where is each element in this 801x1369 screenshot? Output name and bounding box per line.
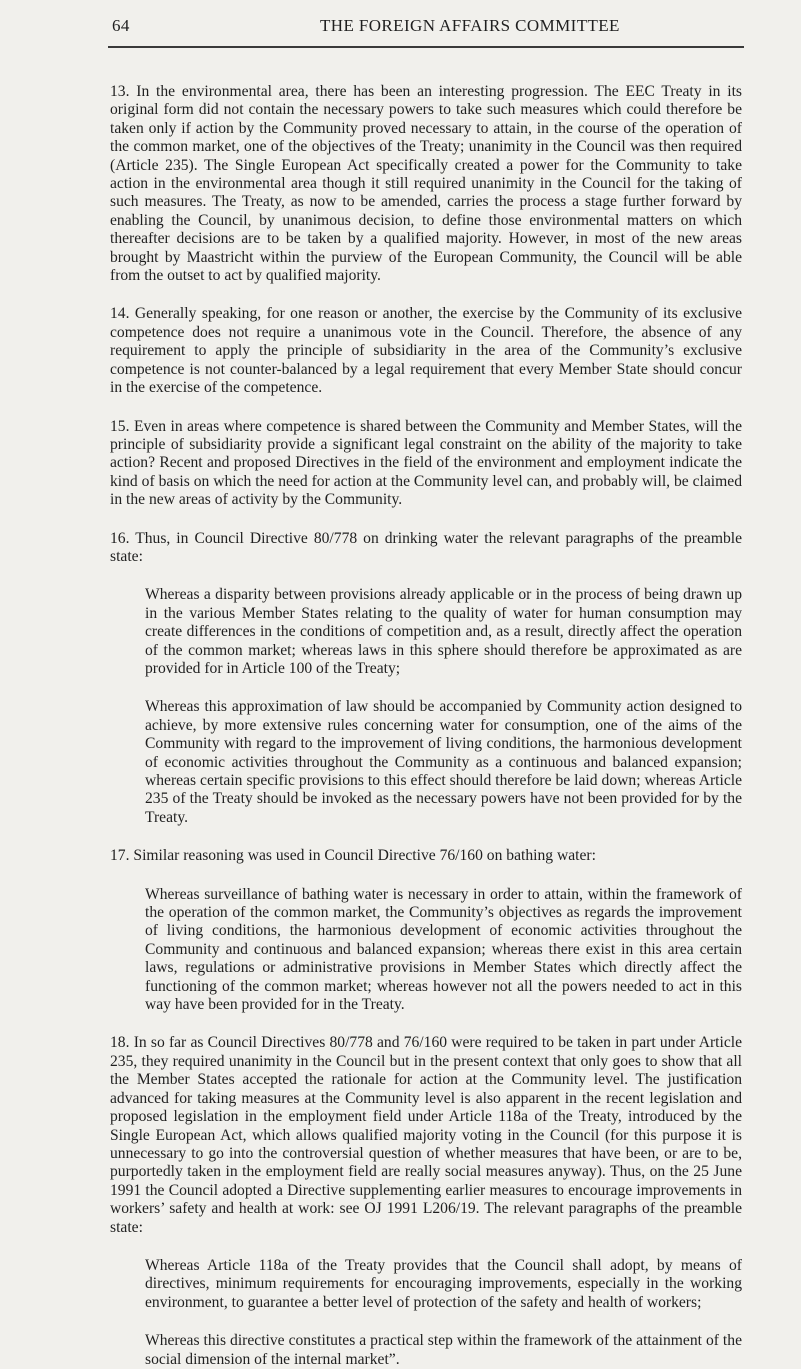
quoted-preamble-4: Whereas Article 118a of the Treaty provides that the Council shall adopt, by means of directives, minimum requirements for encouraging improvements, especially in the working environment, to guarantee a better level of protection of the safety and health of workers; xyxy=(145,1256,742,1311)
quoted-preamble-1: Whereas a disparity between provisions already applicable or in the process of being drawn up in the various Member States relating to the quality of water for human consumption may create differences in the conditions of competition and, as a result, directly affect the operation of the common market; whereas laws in this sphere should therefore be approximated as are provided for in Article 100 of the Treaty; xyxy=(145,586,742,677)
running-title: THE FOREIGN AFFAIRS COMMITTEE xyxy=(320,16,620,35)
document-body xyxy=(110,83,742,1369)
quoted-preamble-2: Whereas this approximation of law should be accompanied by Community action designed to achieve, by more extensive rules concerning water for consumption, one of the aims of the Community with regard to the improvement of living conditions, the harmonious development of economic activities throughout the Community as a continuous and balanced expansion; whereas certain specific provisions to this effect should therefore be laid down; whereas Article 235 of the Treaty should be invoked as the necessary powers have not been provided for by the Treaty. xyxy=(145,698,742,826)
page-number: 64 xyxy=(112,16,130,35)
paragraph-15: 15. Even in areas where competence is shared between the Community and Member States, will the principle of subsidiarity provide a significant legal constraint on the ability of the majority to take action? Recent and proposed Directives in the field of the environment and employment indicate the kind of basis on which the need for action at the Community level can, and probably will, be claimed in the new areas of activity by the Community. xyxy=(110,417,742,509)
paragraph-16: 16. Thus, in Council Directive 80/778 on drinking water the relevant paragraphs of the preamble state: xyxy=(110,529,742,565)
paragraph-14: 14. Generally speaking, for one reason or another, the exercise by the Community of its exclusive competence does not require a unanimous vote in the Council. Therefore, the absence of any requirement to apply the principle of subsidiarity in the area of the Community’s exclusive competence is not counter-balanced by a legal requirement that every Member State should concur in the exercise of the competence. xyxy=(110,305,742,397)
paragraph-17: 17. Similar reasoning was used in Council Directive 76/160 on bathing water: xyxy=(110,847,596,865)
header-rule xyxy=(108,46,744,48)
quoted-preamble-3: Whereas surveillance of bathing water is necessary in order to attain, within the framework of the operation of the common market, the Community’s objectives as regards the improvement of living conditions, the harmonious development of economic activities throughout the Community and continuous and balanced expansion; whereas there exist in this area certain laws, regulations or administrative provisions in Member States which directly affect the functioning of the common market; whereas however not all the powers needed to act in this way have been provided for in the Treaty. xyxy=(145,885,742,1014)
paragraph-18: 18. In so far as Council Directives 80/778 and 76/160 were required to be taken in part under Article 235, they required unanimity in the Council but in the present context that only goes to show that all the Member States accepted the rationale for action at the Community level. The justification advanced for taking measures at the Community level is also apparent in the recent legislation and proposed legislation in the employment field under Article 118a of the Treaty, introduced by the Single European Act, which allows qualified majority voting in the Council (for this purpose it is unnecessary to go into the controversial question of whether measures that have been, or are to be, purportedly taken in the employment field are really social measures anyway). Thus, on the 25 June 1991 the Council adopted a Directive supplementing earlier measures to encourage improvements in workers’ safety and health at work: see OJ 1991 L206/19. The relevant paragraphs of the preamble state: xyxy=(110,1034,742,1236)
quoted-preamble-5: Whereas this directive constitutes a practical step within the framework of the attainment of the social dimension of the internal market”. xyxy=(145,1332,742,1368)
paragraph-13: 13. In the environmental area, there has been an interesting progression. The EEC Treaty in its original form did not contain the necessary powers to take such measures which could therefore be taken only if action by the Community proved necessary to attain, in the course of the operation of the common market, one of the objectives of the Treaty; unanimity in the Council was then required (Article 235). The Single European Act specifically created a power for the Community to take action in the environmental area though it still required unanimity in the Council for the taking of such measures. The Treaty, as now to be amended, carries the process a stage further forward by enabling the Council, by unanimous decision, to define those environmental matters on which thereafter decisions are to be taken by a qualified majority. However, in most of the new areas brought by Maastricht within the purview of the European Community, the Council will be able from the outset to act by qualified majority. xyxy=(110,83,742,285)
